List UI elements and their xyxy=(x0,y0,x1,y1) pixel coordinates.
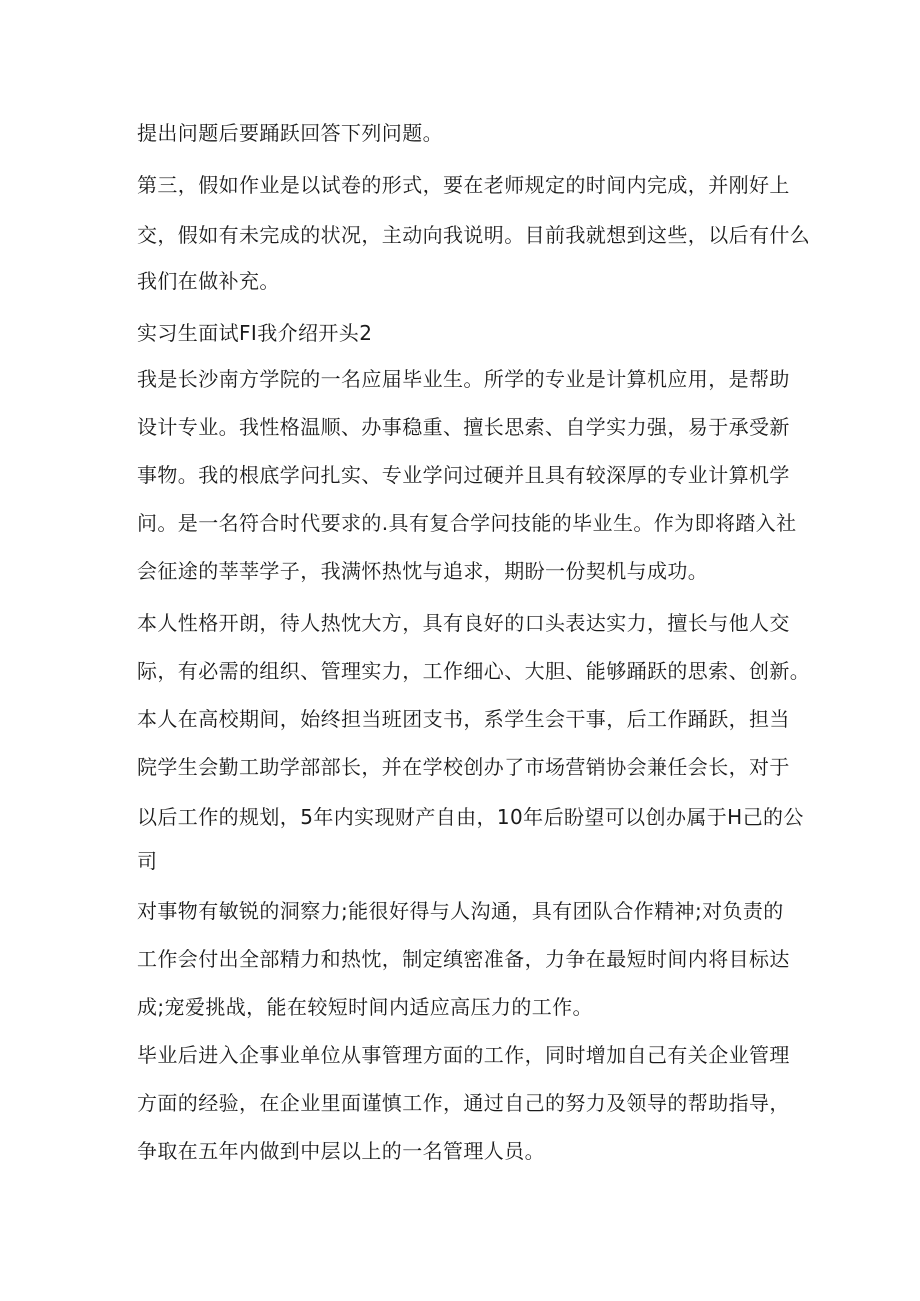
text-line: 本人在高校期间，始终担当班团支书，系学生会干事，后工作踊跃，担当 xyxy=(137,707,790,731)
text-line: 本人性格开朗，待人热忱大方，具有良好的口头表达实力，擅长与他人交 xyxy=(137,611,790,635)
text-line: 提出问题后要踊跃回答下列问题。 xyxy=(137,121,443,145)
text-line: 以后工作的规划，5年内实现财产自由，10年后盼望可以创办属于H己的公 xyxy=(137,805,804,829)
text-line: 毕业后进入企事业单位从事管理方面的工作，同时增加自己有关企业管理 xyxy=(137,1043,790,1067)
section-heading: 实习生面试FI我介绍开头2 xyxy=(137,321,373,345)
text-line: 争取在五年内做到中层以上的一名管理人员。 xyxy=(137,1139,545,1163)
text-line: 交，假如有未完成的状况，主动向我说明。目前我就想到这些，以后有什么 xyxy=(137,223,811,247)
text-line: 对事物有敏锐的洞察力;能很好得与人沟通，具有团队合作精神;对负责的 xyxy=(137,899,784,923)
text-line: 方面的经验，在企业里面谨慎工作，通过自己的努力及领导的帮助指导， xyxy=(137,1091,790,1115)
text-line: 问。是一名符合时代要求的.具有复合学问技能的毕业生。作为即将踏入社 xyxy=(137,511,797,535)
text-line: 设计专业。我性格温顺、办事稳重、擅长思索、自学实力强，易于承受新 xyxy=(137,415,790,439)
text-line: 我是长沙南方学院的一名应届毕业生。所学的专业是计算机应用，是帮助 xyxy=(137,367,790,391)
text-line: 成;宠爱挑战，能在较短时间内适应高压力的工作。 xyxy=(137,995,593,1019)
text-line: 工作会付出全部精力和热忱，制定缜密准备，力争在最短时间内将目标达 xyxy=(137,947,790,971)
text-line: 事物。我的根底学问扎实、专业学问过硬并且具有较深厚的专业计算机学 xyxy=(137,463,790,487)
text-line: 第三，假如作业是以试卷的形式，要在老师规定的时间内完成，并刚好上 xyxy=(137,173,790,197)
text-line: 际，有必需的组织、管理实力，工作细心、大胆、能够踊跃的思索、创新。 xyxy=(137,659,811,683)
text-line: 院学生会勤工助学部部长，并在学校创办了市场营销协会兼任会长，对于 xyxy=(137,755,790,779)
text-line: 会征途的莘莘学子，我满怀热忱与追求，期盼一份契机与成功。 xyxy=(137,559,709,583)
text-line: 司 xyxy=(137,849,158,873)
text-line: 我们在做补充。 xyxy=(137,269,280,293)
